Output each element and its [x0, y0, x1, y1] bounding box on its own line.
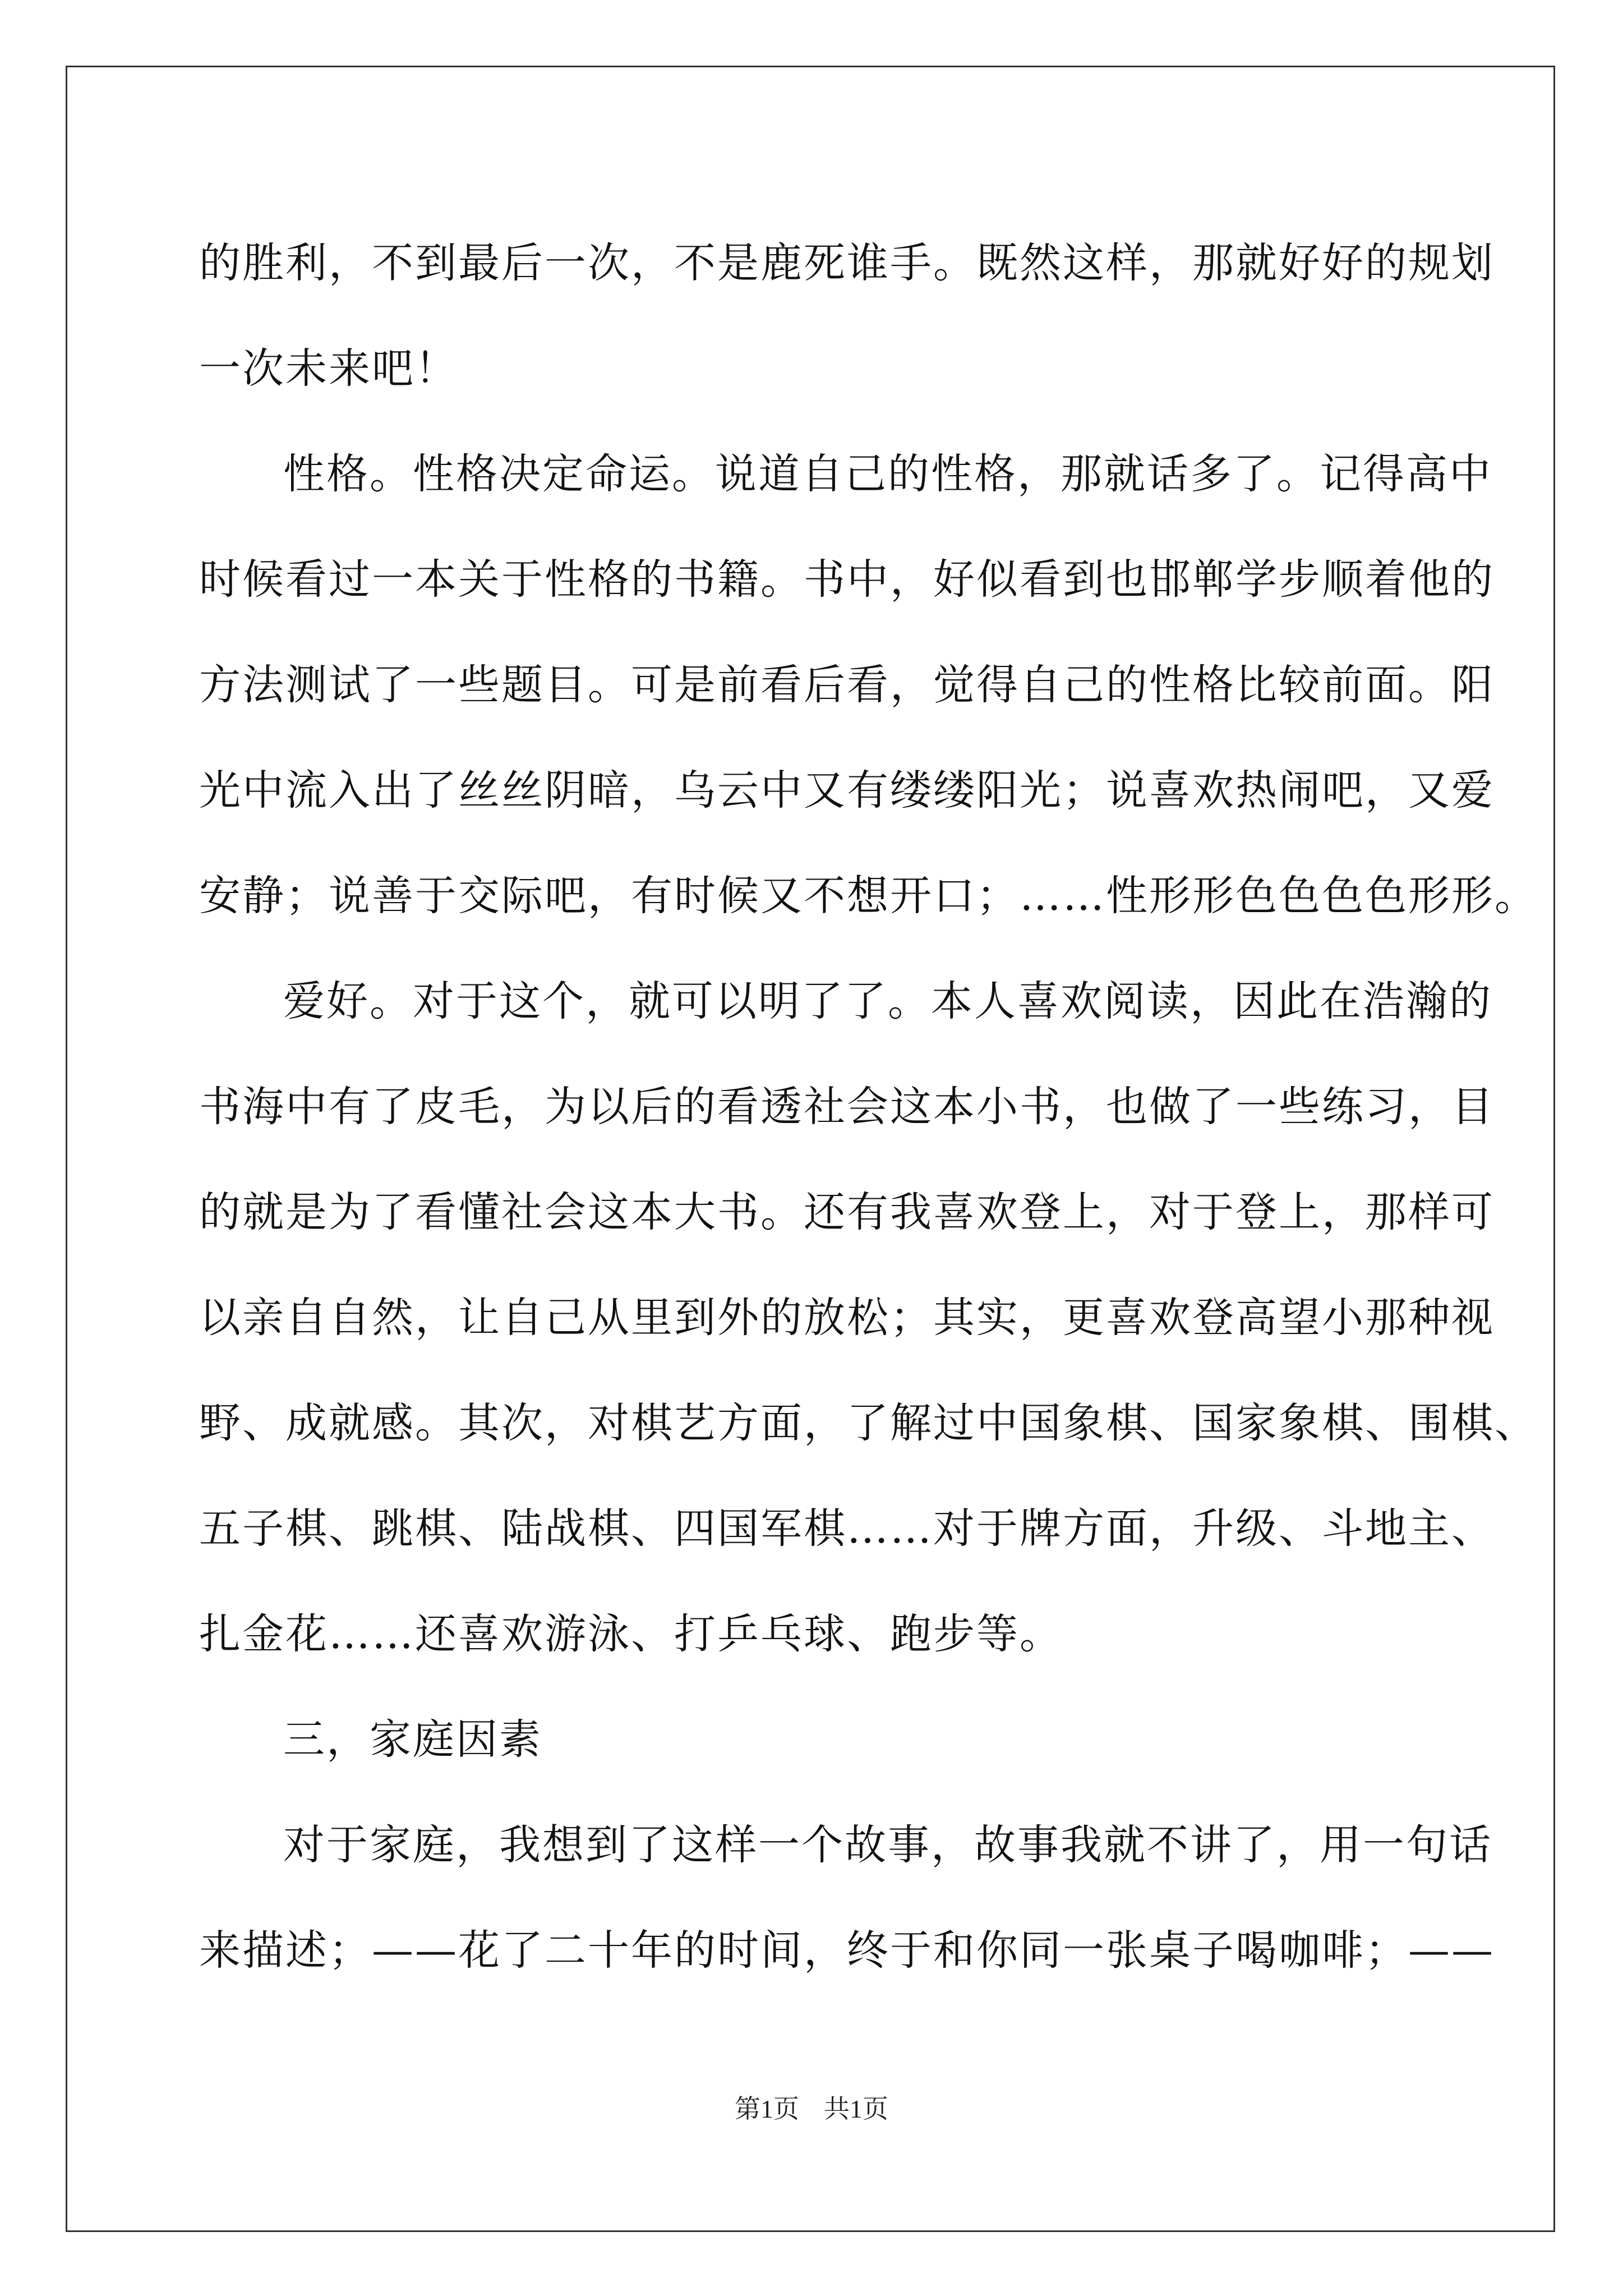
text-line: 来描述；——花了二十年的时间，终于和你同一张桌子喝咖啡；—— [199, 1926, 1495, 1975]
text-line: 时候看过一本关于性格的书籍。书中，好似看到也邯郸学步顺着他的 [199, 555, 1495, 604]
document-body [199, 210, 1538, 2003]
page-total: 共1页 [824, 2095, 888, 2123]
text-line: 五子棋、跳棋、陆战棋、四国军棋……对于牌方面，升级、斗地主、 [199, 1504, 1495, 1553]
text-line: 书海中有了皮毛，为以后的看透社会这本小书，也做了一些练习，目 [199, 1083, 1495, 1131]
text-line: 安静；说善于交际吧，有时候又不想开口；……性形形色色色色形形。 [199, 872, 1538, 920]
text-line: 的就是为了看懂社会这本大书。还有我喜欢登上，对于登上，那样可 [199, 1188, 1495, 1236]
text-line: 的胜利，不到最后一次，不是鹿死谁手。既然这样，那就好好的规划 [199, 239, 1495, 287]
section-heading: 三，家庭因素 [283, 1715, 542, 1764]
page-number: 第1页 [735, 2095, 799, 2123]
text-line: 扎金花……还喜欢游泳、打乒乓球、跑步等。 [199, 1610, 1063, 1658]
paragraph-start-line: 爱好。对于这个，就可以明了了。本人喜欢阅读，因此在浩瀚的 [283, 977, 1492, 1025]
text-line: 一次未来吧！ [199, 344, 458, 393]
page-footer [0, 2092, 1623, 2126]
paragraph-start-line: 对于家庭，我想到了这样一个故事，故事我就不讲了，用一句话 [283, 1821, 1492, 1869]
text-line: 野、成就感。其次，对棋艺方面，了解过中国象棋、国家象棋、围棋、 [199, 1399, 1538, 1447]
text-line: 光中流入出了丝丝阴暗，乌云中又有缕缕阳光；说喜欢热闹吧，又爱 [199, 766, 1495, 815]
text-line: 方法测试了一些题目。可是前看后看，觉得自己的性格比较前面。阳 [199, 661, 1495, 709]
paragraph-start-line: 性格。性格决定命运。说道自己的性格，那就话多了。记得高中 [283, 450, 1492, 498]
text-line: 以亲自自然，让自己从里到外的放松；其实，更喜欢登高望小那种视 [199, 1294, 1495, 1342]
